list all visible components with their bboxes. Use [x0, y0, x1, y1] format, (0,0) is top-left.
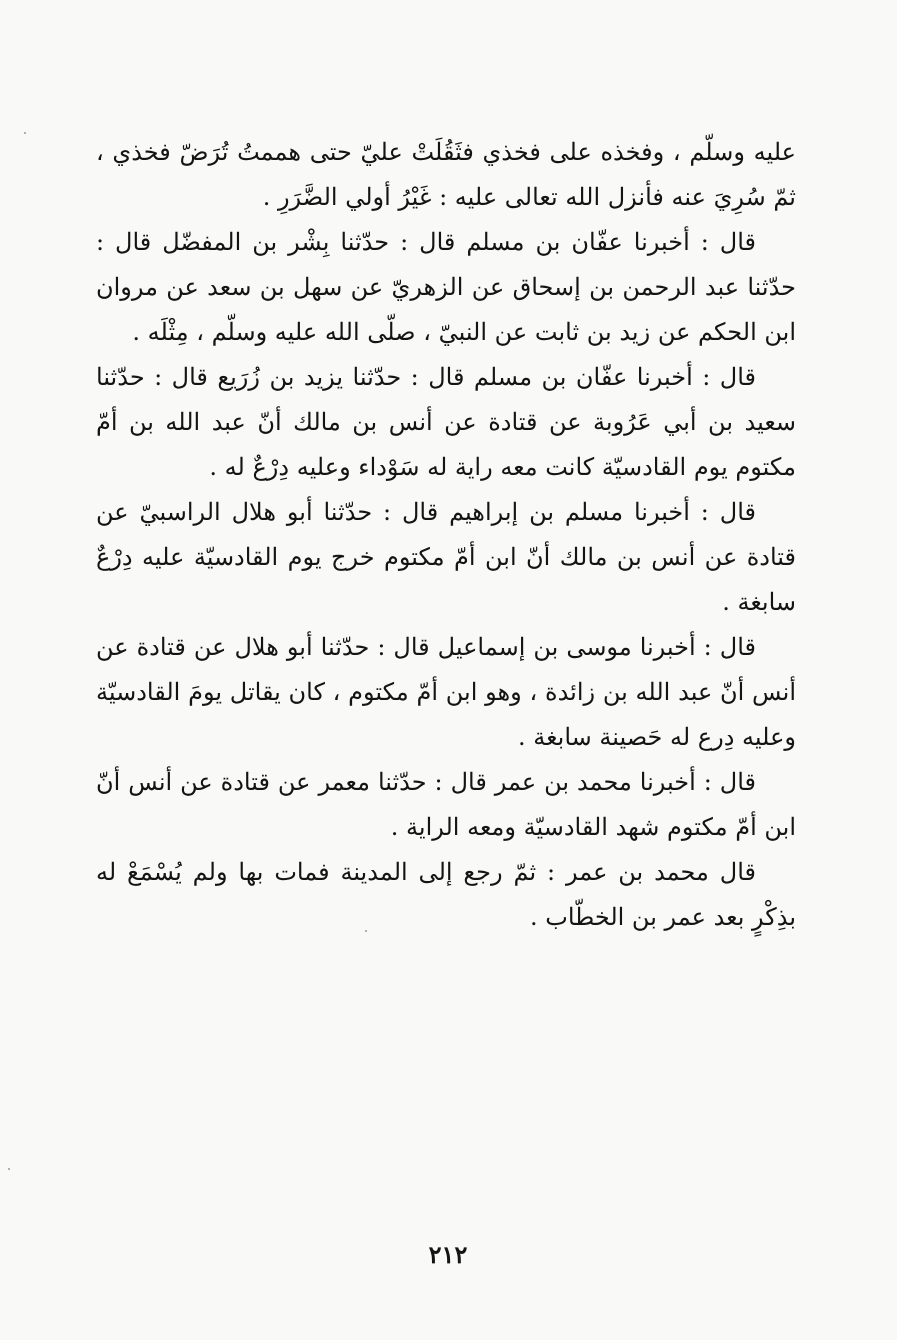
- scan-speck: [24, 132, 26, 134]
- scan-speck: [365, 930, 367, 932]
- paragraph-hadith-6: قال محمد بن عمر : ثمّ رجع إلى المدينة فمات بها ولم يُسْمَعْ له بذِكْرٍ بعد عمر بن الخطّاب .: [96, 858, 796, 931]
- paragraph-continuation: عليه وسلّم ، وفخذه على فخذي فثَقُلَتْ عليّ حتى هممتُ تُرَضّ فخذي ، ثمّ سُرِيَ عنه فأنزل الله تعالى عليه : غَيْرُ أولي الضَّرَرِ .: [96, 138, 796, 211]
- page-number: ٢١٢: [428, 1240, 468, 1269]
- paragraph-hadith-3: قال : أخبرنا مسلم بن إبراهيم قال : حدّثنا أبو هلال الراسبيّ عن قتادة عن أنس بن مالك أنّ ابن أمّ مكتوم خرج يوم القادسيّة عليه دِرْعٌ سابغة .: [96, 498, 796, 616]
- scan-speck: [8, 1168, 10, 1170]
- paragraph-hadith-2: قال : أخبرنا عفّان بن مسلم قال : حدّثنا يزيد بن زُرَيع قال : حدّثنا سعيد بن أبي عَرُوبة عن قتادة عن أنس بن مالك أنّ عبد الله بن أمّ مكتوم يوم القادسيّة كانت معه راية له سَوْداء وعليه دِرْعٌ له .: [96, 363, 796, 481]
- paragraph-hadith-5: قال : أخبرنا محمد بن عمر قال : حدّثنا معمر عن قتادة عن أنس أنّ ابن أمّ مكتوم شهد القادسيّة ومعه الراية .: [96, 768, 796, 841]
- paragraph-hadith-4: قال : أخبرنا موسى بن إسماعيل قال : حدّثنا أبو هلال عن قتادة عن أنس أنّ عبد الله بن زائدة ، وهو ابن أمّ مكتوم ، كان يقاتل يومَ القادسيّة وعليه دِرع له حَصينة سابغة .: [96, 633, 796, 751]
- paragraph-hadith-1: قال : أخبرنا عفّان بن مسلم قال : حدّثنا بِشْر بن المفضّل قال : حدّثنا عبد الرحمن بن إسحاق عن الزهريّ عن سهل بن سعد عن مروان ابن الحكم عن زيد بن ثابت عن النبيّ ، صلّى الله عليه وسلّم ، مِثْلَه .: [96, 228, 796, 346]
- main-text: [96, 130, 796, 940]
